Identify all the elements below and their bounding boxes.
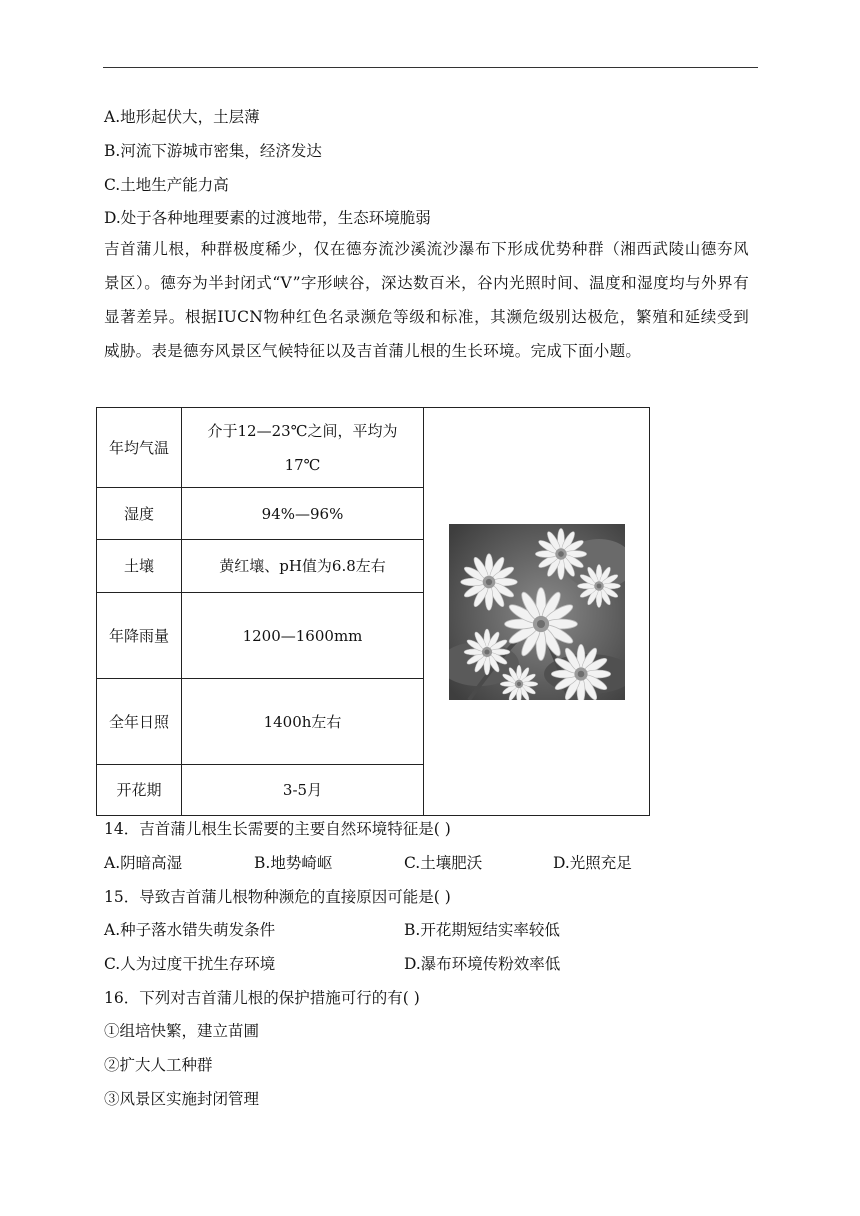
row-value: 介于12—23℃之间，平均为17℃ xyxy=(182,408,424,488)
photo-cell xyxy=(424,408,650,816)
option-d-prev: D.处于各种地理要素的过渡地带，生态环境脆弱 xyxy=(104,209,431,227)
row-label: 全年日照 xyxy=(97,679,182,765)
row-label: 湿度 xyxy=(97,488,182,540)
question-16-item-1: ①组培快繁，建立苗圃 xyxy=(104,1022,260,1040)
question-14-stem: 14．吉首蒲儿根生长需要的主要自然环境特征是( ) xyxy=(104,820,451,838)
row-label: 年均气温 xyxy=(97,408,182,488)
question-16-item-2: ②扩大人工种群 xyxy=(104,1056,213,1074)
option-a: A.种子落水错失萌发条件 xyxy=(104,921,276,939)
climate-table xyxy=(96,407,650,816)
row-value: 1400h左右 xyxy=(182,679,424,765)
option-b: B.开花期短结实率较低 xyxy=(404,921,560,939)
row-label: 土壤 xyxy=(97,540,182,593)
option-d: D.光照充足 xyxy=(553,854,632,872)
row-label: 年降雨量 xyxy=(97,593,182,679)
question-16-item-3: ③风景区实施封闭管理 xyxy=(104,1090,260,1108)
option-b: B.地势崎岖 xyxy=(254,854,333,872)
option-d: D.瀑布环境传粉效率低 xyxy=(404,955,561,973)
option-c: C.土壤肥沃 xyxy=(404,854,483,872)
flower-photo xyxy=(449,524,625,700)
option-a-prev: A.地形起伏大，土层薄 xyxy=(104,108,260,126)
option-c-prev: C.土地生产能力高 xyxy=(104,176,229,194)
question-15-stem: 15．导致吉首蒲儿根物种濒危的直接原因可能是( ) xyxy=(104,888,451,906)
row-value: 94%—96% xyxy=(182,488,424,540)
row-value: 1200—1600mm xyxy=(182,593,424,679)
option-b-prev: B.河流下游城市密集，经济发达 xyxy=(104,142,322,160)
row-value: 黄红壤、pH值为6.8左右 xyxy=(182,540,424,593)
option-c: C.人为过度干扰生存环境 xyxy=(104,955,276,973)
option-a: A.阴暗高湿 xyxy=(104,854,183,872)
question-16-stem: 16．下列对吉首蒲儿根的保护措施可行的有( ) xyxy=(104,989,420,1007)
row-label: 开花期 xyxy=(97,765,182,816)
reading-passage: 吉首蒲儿根，种群极度稀少，仅在德夯流沙溪流沙瀑布下形成优势种群（湘西武陵山德夯风景区）。德夯为半封闭式“V”字形峡谷，深达数百米，谷内光照时间、温度和湿度均与外界有显著差异。根据IUCN物种红色名录濒危等级和标准，其濒危级别达极危，繁殖和延续受到威胁。表是德夯风景区气候特征以及吉首蒲儿根的生长环境。完成下面小题。 xyxy=(104,240,749,360)
table-row xyxy=(97,408,650,488)
header-rule xyxy=(103,67,758,68)
row-value: 3-5月 xyxy=(182,765,424,816)
